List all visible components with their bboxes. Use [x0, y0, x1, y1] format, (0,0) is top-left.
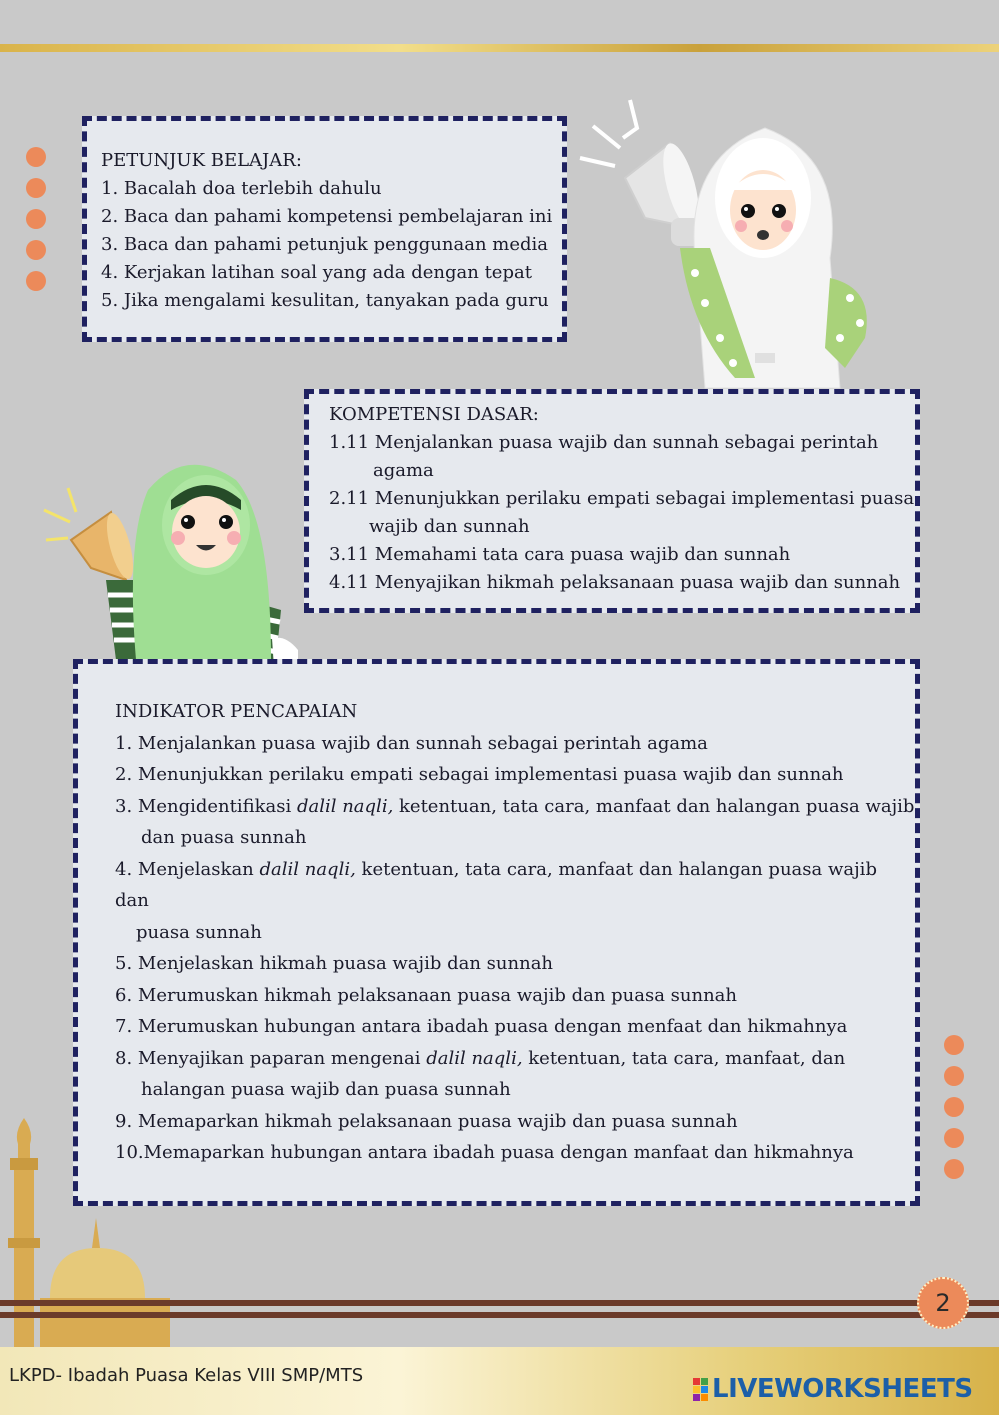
petunjuk-title: PETUNJUK BELAJAR: — [101, 150, 302, 171]
indikator-item-continuation: dan puasa sunnah — [141, 827, 307, 848]
kompetensi-item: 3.11 Memahami tata cara puasa wajib dan sunnah — [329, 544, 791, 565]
indikator-item: 6. Merumuskan hikmah pelaksanaan puasa wajib dan puasa sunnah — [115, 984, 738, 1006]
indikator-item: 1. Menjalankan puasa wajib dan sunnah sebagai perintah agama — [115, 732, 708, 754]
girl-white-hijab-megaphone-illustration — [575, 98, 880, 390]
footer-title: LKPD- Ibadah Puasa Kelas VIII SMP/MTS — [9, 1365, 364, 1386]
footer-stripe — [0, 1300, 999, 1306]
liveworksheets-mark-icon — [693, 1378, 708, 1401]
indikator-title: INDIKATOR PENCAPAIAN — [115, 701, 358, 722]
indikator-item: 4. Menjelaskan dalil naqli, ketentuan, tata cara, manfaat dan halangan puasa wajib dan — [115, 858, 877, 911]
decorative-dots-left — [26, 147, 46, 291]
petunjuk-item: 4. Kerjakan latihan soal yang ada dengan tepat — [101, 262, 532, 283]
indikator-pencapaian-box — [73, 659, 920, 1206]
indikator-item: 2. Menunjukkan perilaku empati sebagai implementasi puasa wajib dan sunnah — [115, 764, 844, 785]
indikator-item: 7. Merumuskan hubungan antara ibadah puasa dengan menfaat dan hikmahnya — [115, 1016, 848, 1037]
top-gold-bar — [0, 44, 999, 52]
indikator-item: 10.Memaparkan hubungan antara ibadah puasa dengan manfaat dan hikmahnya — [115, 1142, 854, 1163]
petunjuk-belajar-box — [82, 116, 567, 342]
indikator-item: 3. Mengidentifikasi dalil naqli, ketentuan, tata cara, manfaat dan halangan puasa wajib — [115, 795, 915, 817]
page-number-badge: 2 — [917, 1277, 969, 1329]
kompetensi-item: 4.11 Menyajikan hikmah pelaksanaan puasa wajib dan sunnah — [329, 572, 901, 593]
petunjuk-item: 1. Bacalah doa terlebih dahulu — [101, 178, 382, 199]
petunjuk-item: 2. Baca dan pahami kompetensi pembelajaran ini — [101, 206, 553, 227]
indikator-item: 9. Memaparkan hikmah pelaksanaan puasa wajib dan puasa sunnah — [115, 1110, 738, 1132]
indikator-item: 5. Menjelaskan hikmah puasa wajib dan sunnah — [115, 953, 554, 974]
kompetensi-item: 1.11 Menjalankan puasa wajib dan sunnah sebagai perintah — [329, 432, 879, 453]
indikator-item: 8. Menyajikan paparan mengenai dalil naqli, ketentuan, tata cara, manfaat, dan — [115, 1047, 846, 1069]
indikator-item-continuation: halangan puasa wajib dan puasa sunnah — [141, 1079, 511, 1100]
footer-stripe — [0, 1312, 999, 1318]
liveworksheets-logo — [693, 1374, 973, 1404]
kompetensi-dasar-box — [304, 389, 920, 613]
petunjuk-item: 3. Baca dan pahami petunjuk penggunaan media — [101, 234, 548, 255]
girl-green-hijab-megaphone-illustration — [36, 450, 308, 668]
liveworksheets-brand-text: LIVEWORKSHEETS — [712, 1374, 973, 1404]
kompetensi-item: 2.11 Menunjukkan perilaku empati sebagai implementasi puasa — [329, 488, 915, 509]
indikator-item-continuation: puasa sunnah — [136, 921, 262, 943]
decorative-dots-right — [944, 1035, 964, 1179]
kompetensi-title: KOMPETENSI DASAR: — [329, 404, 539, 425]
petunjuk-item: 5. Jika mengalami kesulitan, tanyakan pada guru — [101, 290, 549, 311]
kompetensi-item-continuation: agama — [373, 460, 434, 481]
kompetensi-item-continuation: wajib dan sunnah — [369, 516, 530, 537]
